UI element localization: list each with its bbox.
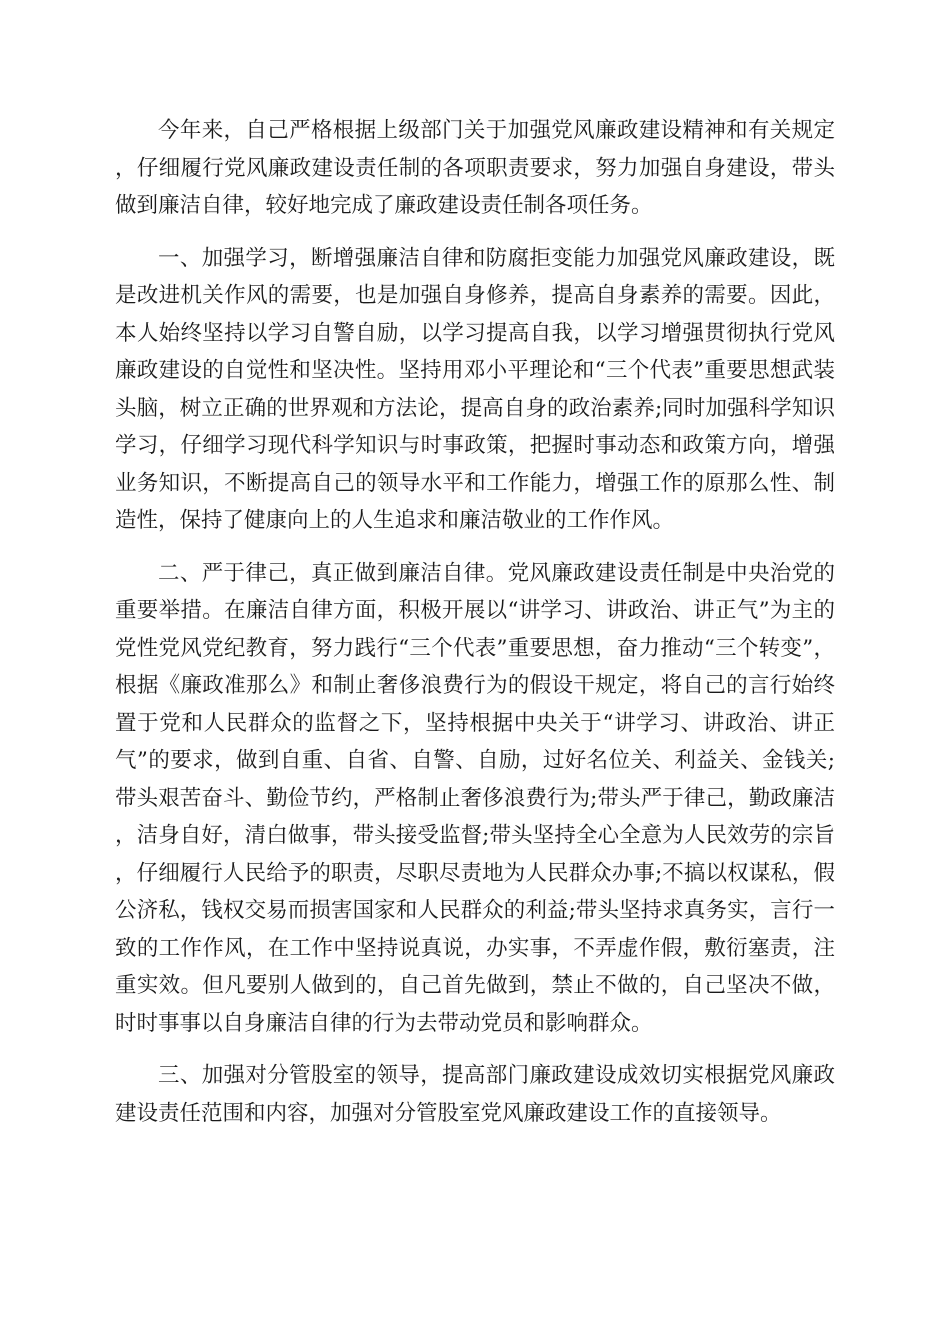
paragraph-section-three: 三、加强对分管股室的领导，提高部门廉政建设成效切实根据党风廉政建设责任范围和内容，加强对分管股室党风廉政建设工作的直接领导。 xyxy=(115,1063,835,1126)
paragraph-section-two: 二、严于律己，真正做到廉洁自律。党风廉政建设责任制是中央治党的重要举措。在廉洁自律方面，积极开展以“讲学习、讲政治、讲正气”为主的党性党风党纪教育，努力践行“三个代表”重要思想，奋力推动“三个转变”，根据《廉政准那么》和制止奢侈浪费行为的假设干规定，将自己的言行始终置于党和人民群众的监督之下，坚持根据中央关于“讲学习、讲政治、讲正气”的要求，做到自重、自省、自警、自励，过好名位关、利益关、金钱关;带头艰苦奋斗、勤俭节约，严格制止奢侈浪费行为;带头严于律己，勤政廉洁，洁身自好，清白做事，带头接受监督;带头坚持全心全意为人民效劳的宗旨，仔细履行人民给予的职责，尽职尽责地为人民群众办事;不搞以权谋私，假公济私，钱权交易而损害国家和人民群众的利益;带头坚持求真务实，言行一致的工作作风，在工作中坚持说真说，办实事，不弄虚作假，敷衍塞责，注重实效。但凡要别人做到的，自己首先做到，禁止不做的，自己坚决不做，时时事事以自身廉洁自律的行为去带动党员和影响群众。 xyxy=(115,560,835,1036)
document-body xyxy=(115,112,835,1132)
paragraph-section-one: 一、加强学习，断增强廉洁自律和防腐拒变能力加强党风廉政建设，既是改进机关作风的需要，也是加强自身修养，提高自身素养的需要。因此，本人始终坚持以学习自警自励，以学习提高自我，以学习增强贯彻执行党风廉政建设的自觉性和坚决性。坚持用邓小平理论和“三个代表”重要思想武装头脑，树立正确的世界观和方法论，提高自身的政治素养;同时加强科学知识学习，仔细学习现代科学知识与时事政策，把握时事动态和政策方向，增强业务知识，不断提高自己的领导水平和工作能力，增强工作的原那么性、制造性，保持了健康向上的人生追求和廉洁敬业的工作作风。 xyxy=(115,245,835,533)
paragraph-intro: 今年来，自己严格根据上级部门关于加强党风廉政建设精神和有关规定，仔细履行党风廉政建设责任制的各项职责要求，努力加强自身建设，带头做到廉洁自律，较好地完成了廉政建设责任制各项任务。 xyxy=(115,118,835,218)
